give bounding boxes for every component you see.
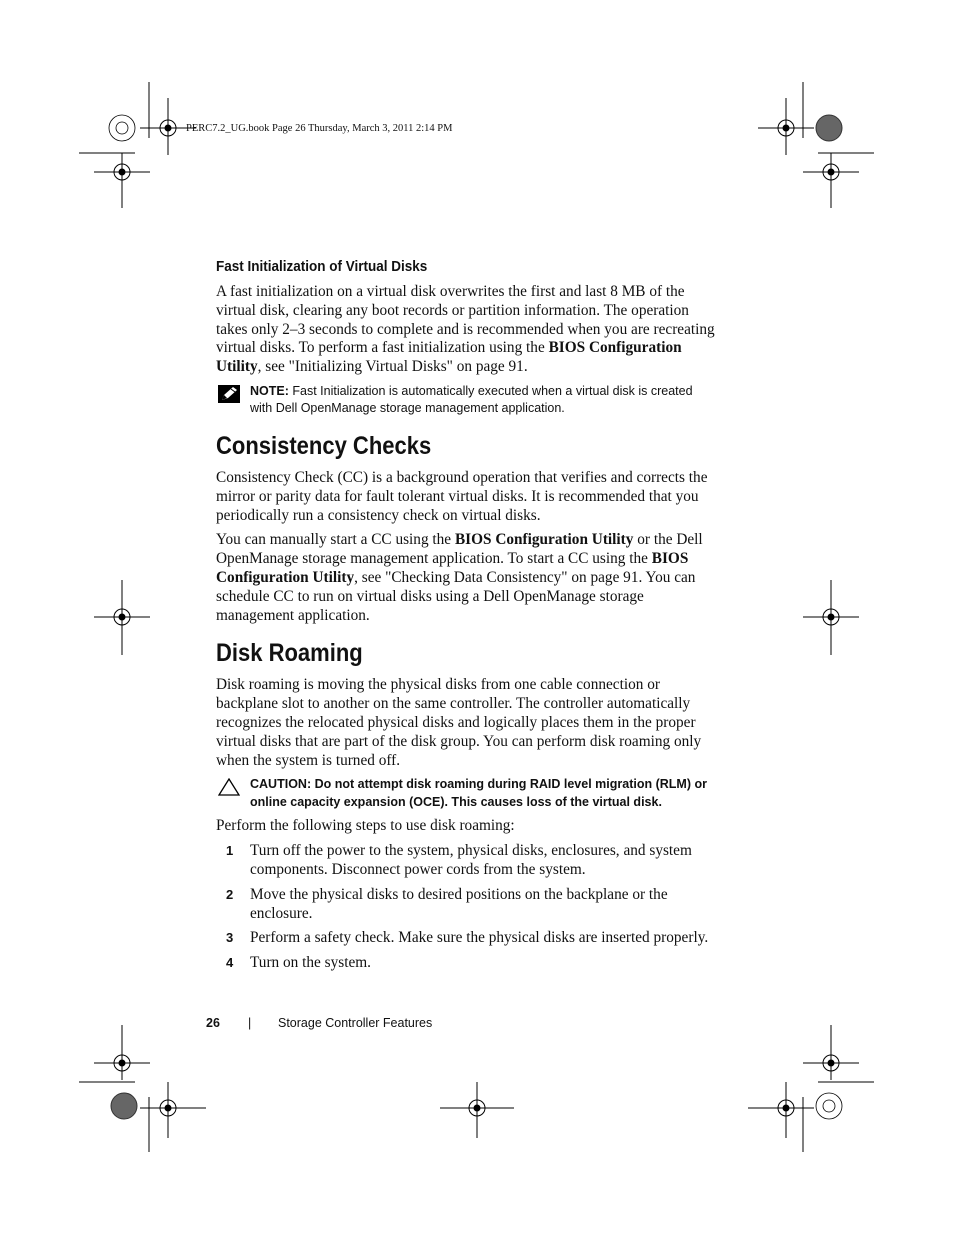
note-label: NOTE: (250, 383, 289, 398)
bios-utility-ref: BIOS Configuration Utility (216, 550, 689, 586)
caution-label: CAUTION: (250, 777, 312, 792)
footer-section-title: Storage Controller Features (278, 1016, 433, 1030)
note-pencil-icon (218, 385, 240, 403)
consistency-paragraph-1: Consistency Check (CC) is a background operation that verifies and corrects the mirror or parity data for fault tolerant virtual disks. It is recommended that you periodically run a consistency check on virtual disks. (216, 468, 708, 524)
step-text: Perform a safety check. Make sure the physical disks are inserted properly. (250, 929, 709, 947)
list-item (216, 886, 716, 924)
step-number: 2 (226, 886, 234, 902)
step-text: Move the physical disks to desired positions on the backplane or the enclosure. (250, 885, 668, 922)
list-item (216, 842, 716, 880)
page-content (216, 258, 716, 979)
roaming-steps-list (216, 842, 716, 973)
fast-init-paragraph (216, 283, 716, 377)
footer-separator: | (248, 1016, 252, 1030)
caution-block (216, 776, 716, 811)
section-heading-fast-init: Fast Initialization of Virtual Disks (216, 258, 428, 275)
fast-init-text-2: , see "Initializing Virtual Disks" on page 91. (257, 358, 528, 376)
roaming-paragraph-1: Disk roaming is moving the physical disks from one cable connection or backplane slot to another on the same controller. The controller automatically recognizes the relocated physical disks and logically places them in the proper virtual disks that are part of the disk group. You can perform disk roaming only when the system is turned off. (216, 676, 702, 769)
step-number: 3 (226, 930, 234, 946)
step-text: Turn on the system. (250, 954, 371, 972)
list-item (216, 929, 716, 948)
cc-text-e: , see "Checking Data Consistency" on page 91. You can schedule CC to run on virtual disks using a Dell OpenManage storage management application. (216, 568, 696, 624)
section-heading-roaming: Disk Roaming (216, 639, 363, 668)
cc-text-c: or the Dell OpenManage storage management application. To start a CC using the (216, 531, 703, 568)
cc-text-a: You can manually start a CC using the (216, 531, 455, 549)
list-item (216, 954, 716, 973)
step-number: 1 (226, 843, 234, 859)
caution-text: Do not attempt disk roaming during RAID level migration (RLM) or online capacity expansion (OCE). This causes loss of the virtual disk. (250, 777, 707, 809)
bios-utility-ref: BIOS Configuration Utility (454, 531, 634, 549)
bios-utility-ref: BIOS Configuration Utility (216, 339, 682, 376)
note-block (216, 383, 716, 418)
step-number: 4 (226, 955, 234, 971)
roaming-steps-intro: Perform the following steps to use disk roaming: (216, 817, 515, 835)
note-text: Fast Initialization is automatically executed when a virtual disk is created with Dell OpenManage storage management application. (250, 383, 693, 416)
section-heading-consistency: Consistency Checks (216, 431, 432, 460)
page-number: 26 (206, 1016, 220, 1030)
caution-triangle-icon (218, 778, 240, 796)
print-header: PERC7.2_UG.book Page 26 Thursday, March 3, 2011 2:14 PM (186, 123, 453, 134)
fast-init-text-1: A fast initialization on a virtual disk overwrites the first and last 8 MB of the virtual disk, clearing any boot records or partition information. The operation takes only 2–3 seconds to complete and is recommended when you are recreating virtual disks. To perform a fast initialization using the (216, 283, 715, 357)
step-text: Turn off the power to the system, physical disks, enclosures, and system components. Disconnect power cords from the system. (250, 842, 692, 878)
consistency-paragraph-2 (216, 531, 716, 625)
